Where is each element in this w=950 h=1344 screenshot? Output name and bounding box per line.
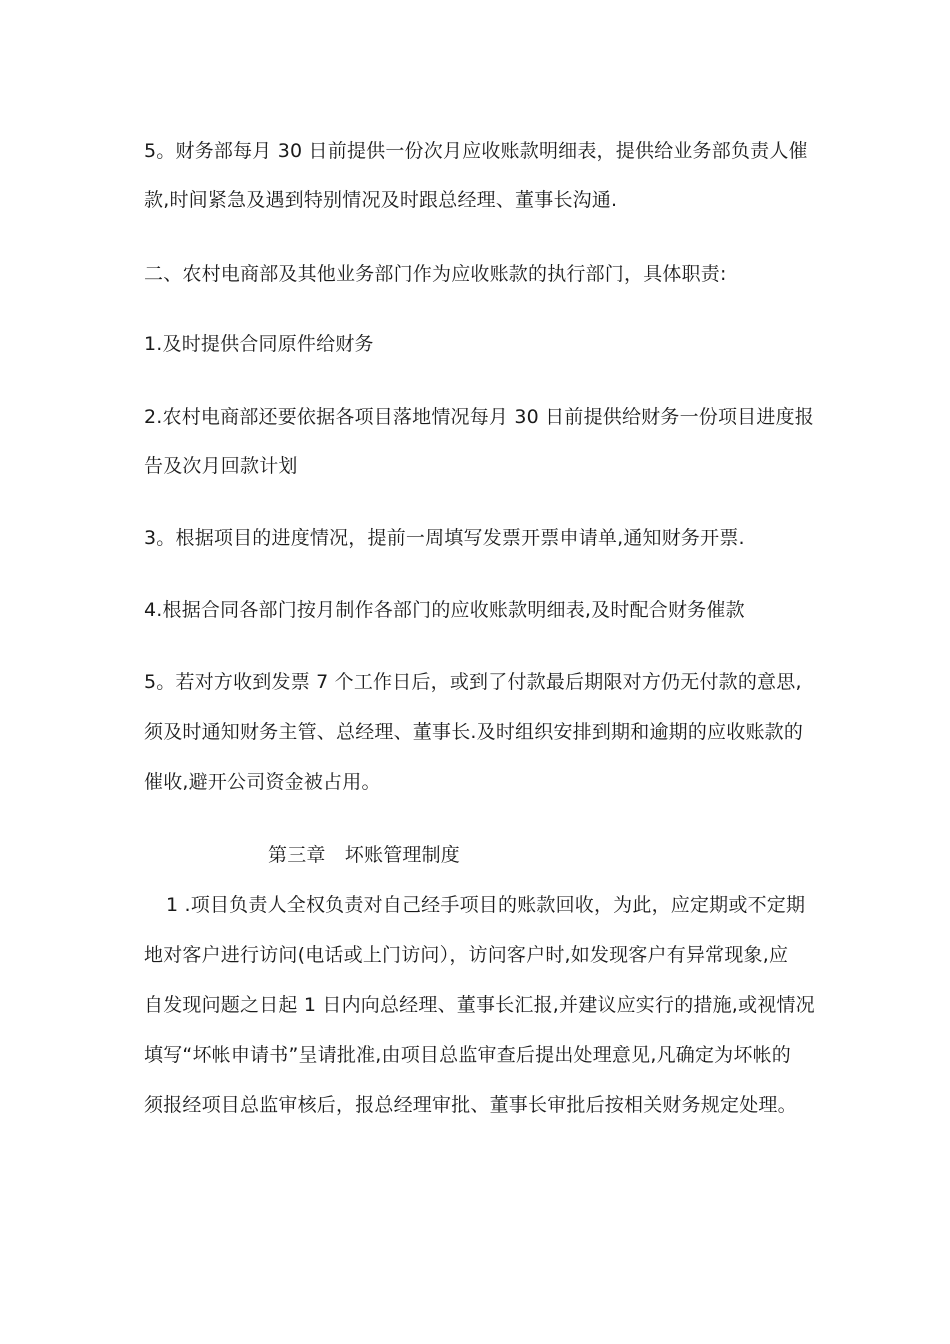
paragraph-line: 5。财务部每月 30 日前提供一份次月应收账款明细表，提供给业务部负责人催: [144, 140, 808, 162]
paragraph-line: 须及时通知财务主管、总经理、董事长.及时组织安排到期和逾期的应收账款的: [144, 721, 804, 743]
paragraph-line: 款,时间紧急及遇到特别情况及时跟总经理、董事长沟通.: [144, 189, 618, 211]
paragraph-line: 须报经项目总监审核后，报总经理审批、董事长审批后按相关财务规定处理。: [144, 1094, 797, 1116]
paragraph-line: 2.农村电商部还要依据各项目落地情况每月 30 日前提供给财务一份项目进度报: [144, 406, 814, 428]
paragraph-line: 自发现问题之日起 1 日内向总经理、董事长汇报,并建议应实行的措施,或视情况: [144, 994, 815, 1016]
paragraph-line: 3。根据项目的进度情况，提前一周填写发票开票申请单,通知财务开票.: [144, 527, 745, 549]
paragraph-line: 1.及时提供合同原件给财务: [144, 333, 374, 355]
paragraph-line: 填写“坏帐申请书”呈请批准,由项目总监审查后提出处理意见,凡确定为坏帐的: [144, 1044, 791, 1066]
paragraph-line: 二、农村电商部及其他业务部门作为应收账款的执行部门，具体职责:: [144, 263, 727, 285]
paragraph-line: 地对客户进行访问(电话或上门访问），访问客户时,如发现客户有异常现象,应: [144, 944, 789, 966]
paragraph-line: 5。若对方收到发票 7 个工作日后，或到了付款最后期限对方仍无付款的意思,: [144, 671, 802, 693]
paragraph-line: 1 .项目负责人全权负责对自己经手项目的账款回收，为此，应定期或不定期: [166, 894, 806, 916]
paragraph-line: 告及次月回款计划: [144, 455, 298, 477]
chapter-heading: 第三章 坏账管理制度: [268, 844, 461, 866]
paragraph-line: 4.根据合同各部门按月制作各部门的应收账款明细表,及时配合财务催款: [144, 599, 745, 621]
paragraph-line: 催收,避开公司资金被占用。: [144, 771, 381, 793]
